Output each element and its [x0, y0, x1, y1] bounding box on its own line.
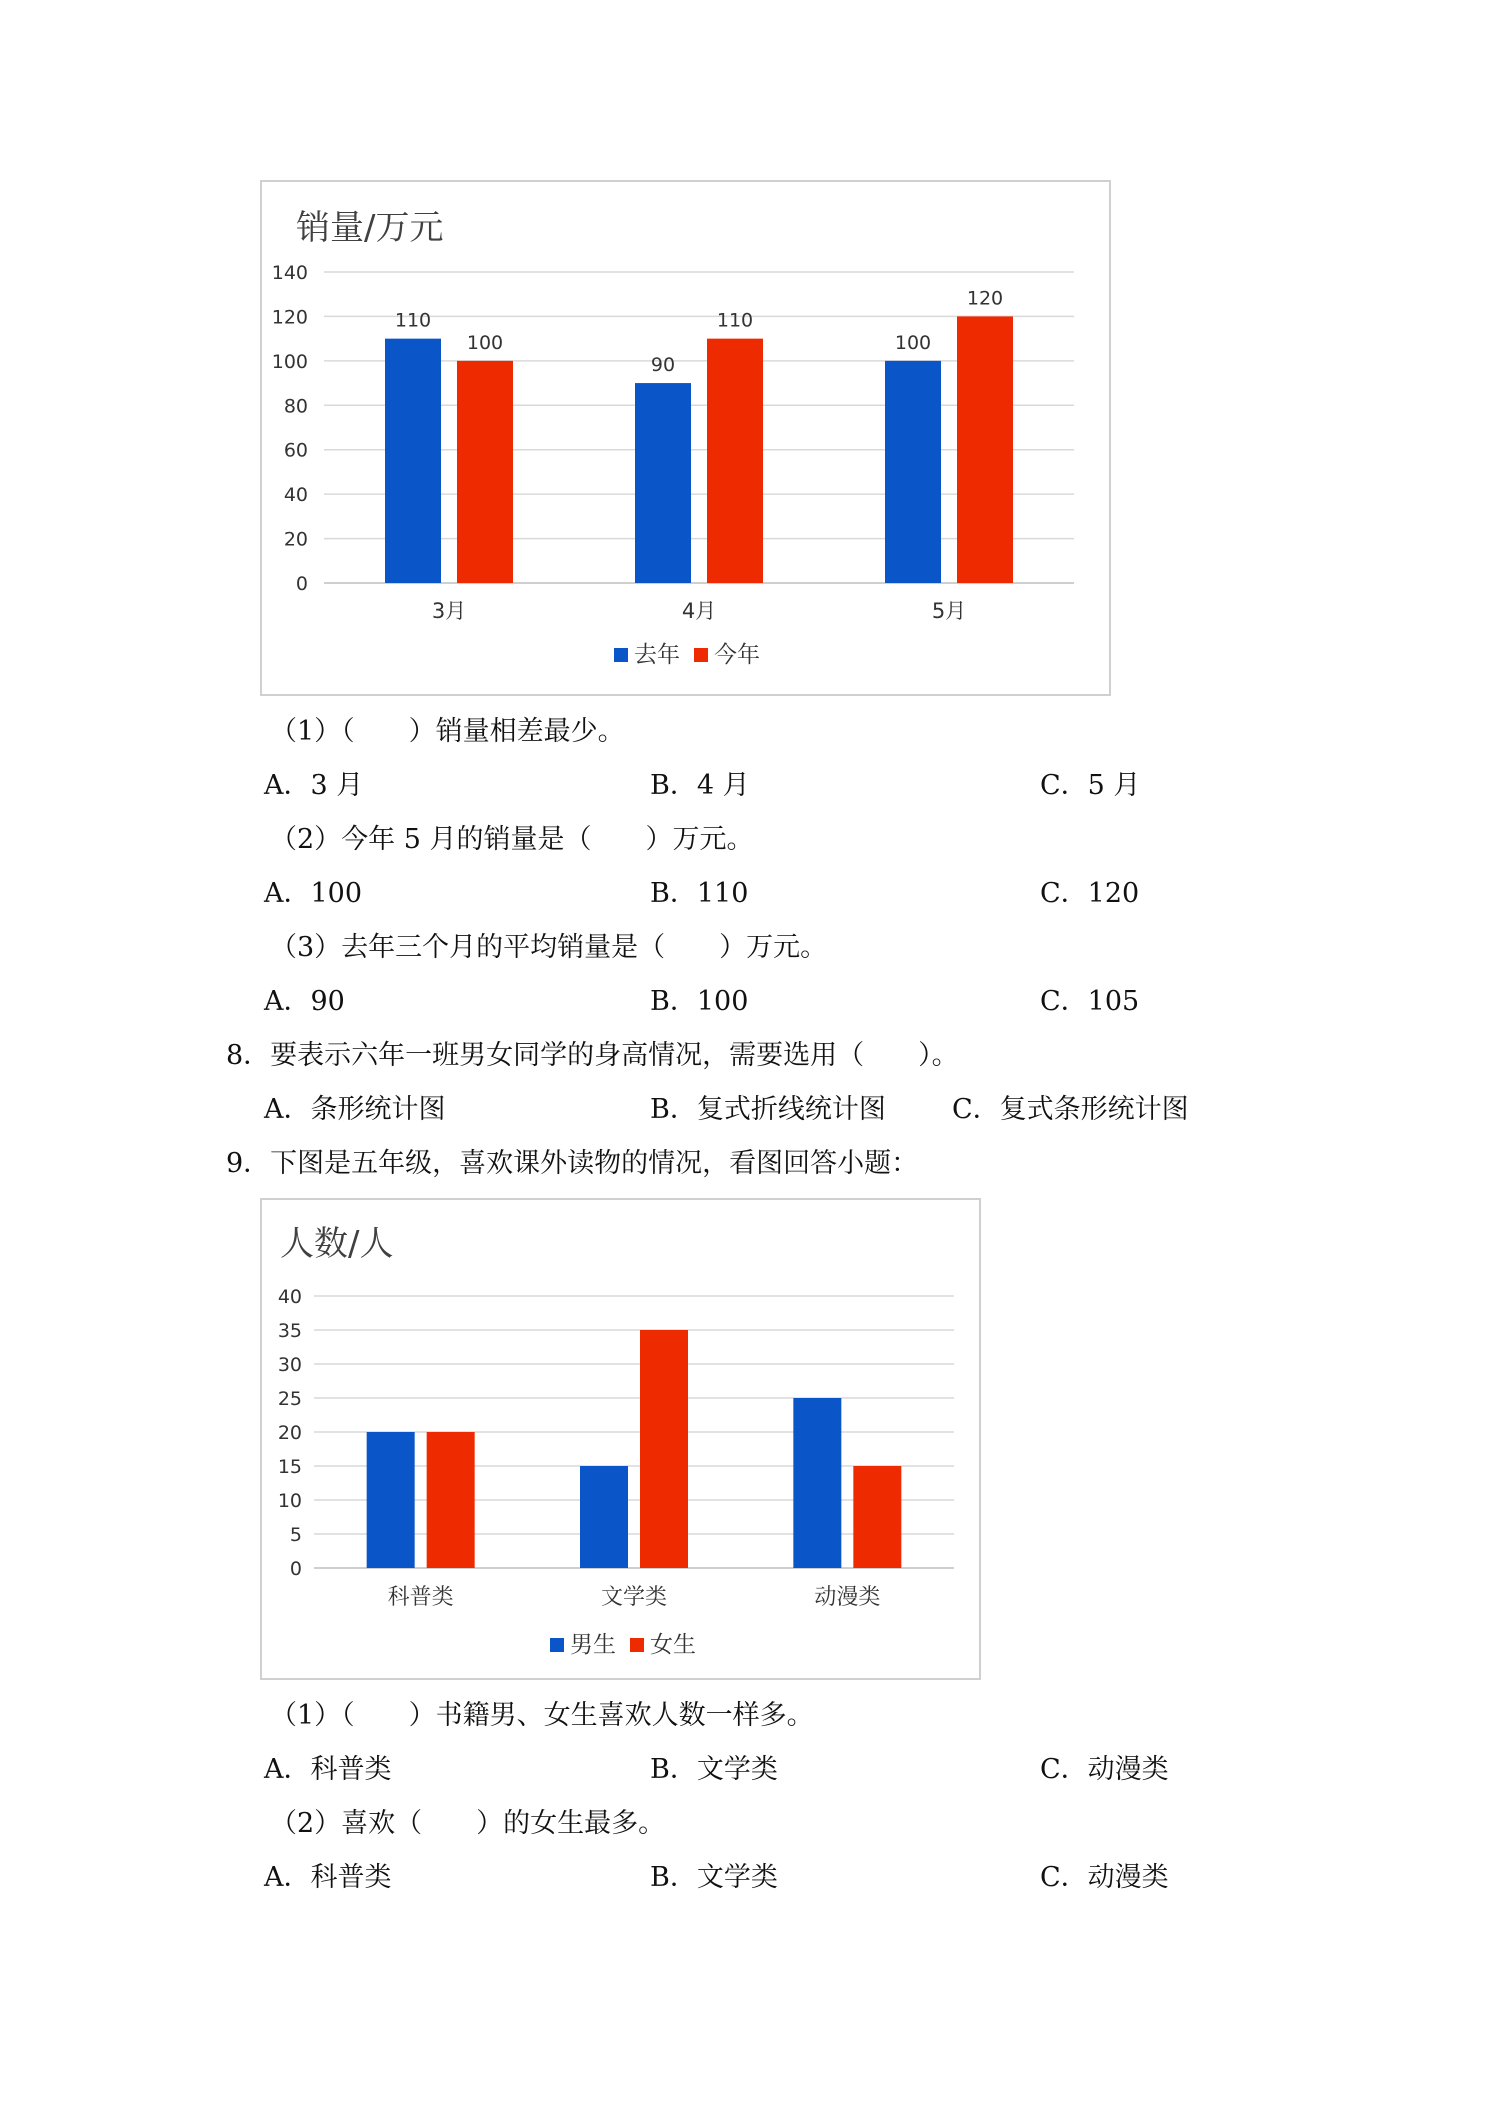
- bar: [367, 1432, 415, 1568]
- legend-label: 女生: [650, 1632, 696, 1658]
- y-tick-label: 40: [283, 484, 308, 507]
- y-tick-label: 0: [295, 573, 308, 595]
- q7-sub1-option-c[interactable]: C．5 月: [1040, 770, 1141, 801]
- y-tick-label: 60: [283, 439, 308, 462]
- bar: [580, 1466, 628, 1568]
- bar: [853, 1466, 901, 1568]
- sales-chart: [260, 180, 1111, 696]
- bar: [707, 339, 763, 583]
- x-tick-label: 动漫类: [814, 1585, 881, 1610]
- x-tick-label: 3月: [431, 599, 467, 623]
- q8-option-c[interactable]: C．复式条形统计图: [952, 1094, 1189, 1125]
- y-tick-label: 20: [283, 528, 308, 551]
- q9-sub2-option-b[interactable]: B．文学类: [650, 1862, 778, 1893]
- sales-chart-title: 销量/万元: [296, 208, 444, 248]
- q7-sub3-option-a[interactable]: A．90: [264, 986, 345, 1017]
- q7-sub3-text: （3）去年三个月的平均销量是（ ）万元。: [270, 932, 828, 963]
- y-tick-label: 40: [277, 1286, 302, 1308]
- y-tick-label: 20: [277, 1422, 302, 1444]
- data-label: 110: [394, 309, 432, 332]
- reading-chart: [260, 1198, 981, 1680]
- legend-swatch: [614, 648, 628, 662]
- reading-chart-plot: [262, 1200, 983, 1682]
- legend-label: 去年: [634, 642, 680, 668]
- x-tick-label: 5月: [931, 599, 967, 623]
- q7-sub1-option-a[interactable]: A．3 月: [264, 770, 364, 801]
- data-label: 90: [650, 354, 676, 377]
- y-tick-label: 0: [289, 1558, 302, 1580]
- bar: [385, 339, 441, 583]
- q9-sub1-option-a[interactable]: A．科普类: [264, 1754, 392, 1785]
- reading-chart-title: 人数/人: [280, 1224, 394, 1264]
- y-tick-label: 120: [271, 306, 308, 329]
- q9-sub1-option-b[interactable]: B．文学类: [650, 1754, 778, 1785]
- y-tick-label: 140: [271, 262, 308, 284]
- q7-sub2-text: （2）今年 5 月的销量是（ ）万元。: [270, 824, 754, 855]
- q9-sub1-option-c[interactable]: C．动漫类: [1040, 1754, 1169, 1785]
- y-tick-label: 5: [289, 1524, 302, 1546]
- bar: [957, 316, 1013, 583]
- q7-sub1-text: （1）（ ）销量相差最少。: [270, 716, 625, 747]
- legend-swatch: [630, 1638, 644, 1652]
- q8-option-a[interactable]: A．条形统计图: [264, 1094, 446, 1125]
- legend-label: 今年: [714, 642, 760, 668]
- q9-sub2-option-a[interactable]: A．科普类: [264, 1862, 392, 1893]
- q9-sub1-text: （1）（ ）书籍男、女生喜欢人数一样多。: [270, 1700, 814, 1731]
- q7-sub3-option-b[interactable]: B．100: [650, 986, 749, 1017]
- x-tick-label: 科普类: [387, 1585, 454, 1610]
- q7-sub2-option-a[interactable]: A．100: [264, 878, 363, 909]
- q7-sub2-option-b[interactable]: B．110: [650, 878, 749, 909]
- y-tick-label: 10: [277, 1490, 302, 1512]
- legend-label: 男生: [570, 1632, 616, 1658]
- bar: [793, 1398, 841, 1568]
- data-label: 100: [894, 331, 932, 354]
- bar: [427, 1432, 475, 1568]
- q7-sub2-option-c[interactable]: C．120: [1040, 878, 1140, 909]
- bar: [640, 1330, 688, 1568]
- q7-sub1-option-b[interactable]: B．4 月: [650, 770, 750, 801]
- q7-sub3-option-c[interactable]: C．105: [1040, 986, 1140, 1017]
- x-tick-label: 文学类: [600, 1585, 668, 1610]
- data-label: 100: [466, 331, 504, 354]
- data-label: 110: [716, 309, 754, 332]
- q8-option-b[interactable]: B．复式折线统计图: [650, 1094, 886, 1125]
- y-tick-label: 100: [271, 350, 308, 373]
- q9-text: 9．下图是五年级，喜欢课外读物的情况，看图回答小题：: [226, 1148, 919, 1179]
- y-tick-label: 15: [277, 1456, 302, 1478]
- bar: [635, 383, 691, 583]
- bar: [457, 361, 513, 583]
- y-tick-label: 25: [277, 1388, 302, 1410]
- y-tick-label: 80: [283, 395, 308, 418]
- q9-sub2-option-c[interactable]: C．动漫类: [1040, 1862, 1169, 1893]
- y-tick-label: 35: [277, 1320, 302, 1342]
- q8-text: 8．要表示六年一班男女同学的身高情况，需要选用（ ）。: [226, 1040, 959, 1071]
- legend-swatch: [550, 1638, 564, 1652]
- x-tick-label: 4月: [681, 599, 717, 623]
- q9-sub2-text: （2）喜欢（ ）的女生最多。: [270, 1808, 666, 1839]
- legend-swatch: [694, 648, 708, 662]
- sales-chart-plot: [262, 182, 1113, 698]
- y-tick-label: 30: [277, 1354, 302, 1376]
- bar: [885, 361, 941, 583]
- data-label: 120: [966, 287, 1004, 310]
